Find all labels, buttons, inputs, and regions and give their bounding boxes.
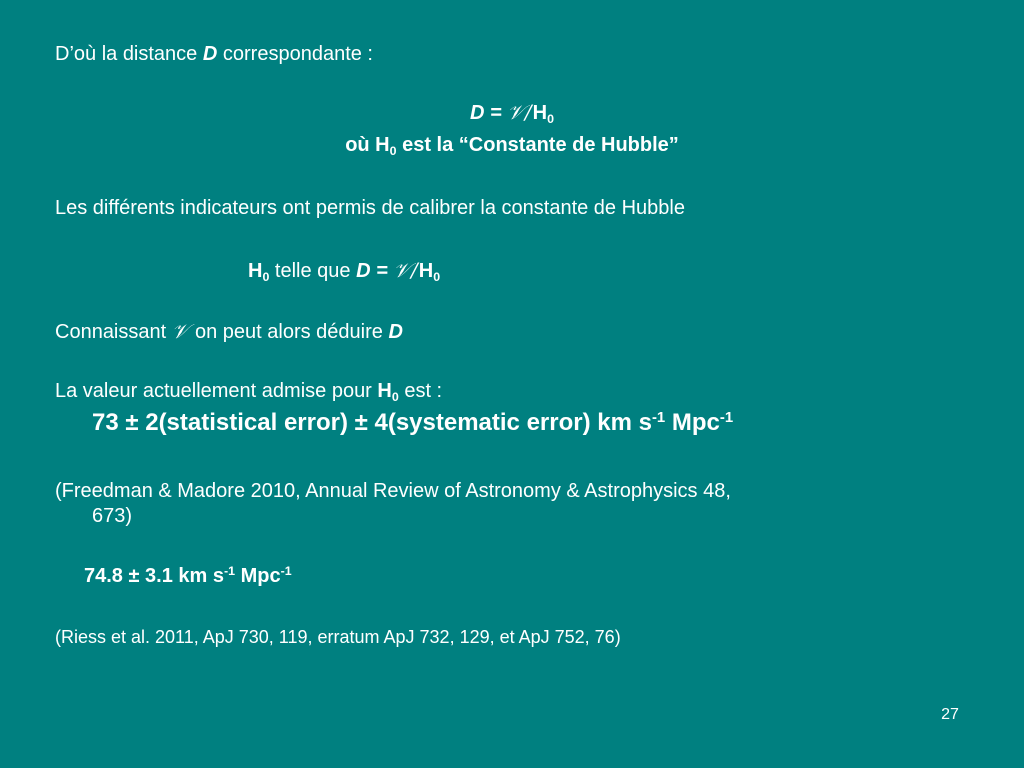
h0-middle: telle que xyxy=(269,260,357,282)
value2-c: Mpc xyxy=(235,565,281,587)
h0-equals: = xyxy=(370,260,394,282)
h0-lhs: D xyxy=(356,260,371,282)
note-prefix: où H xyxy=(345,134,390,156)
distance-variable: D xyxy=(202,43,218,65)
formula-slash: / xyxy=(524,100,533,124)
knowing-middle: on peut alors déduire xyxy=(189,321,389,343)
distance-intro-suffix: correspondante : xyxy=(217,43,373,65)
freedman-reference-line2: 673) xyxy=(92,505,133,527)
hubble-formula xyxy=(0,100,1024,125)
formula-h-subscript: 0 xyxy=(547,111,555,126)
calibration-sentence: Les différents indicateurs ont permis de calibrer la constante de Hubble xyxy=(55,197,685,219)
current-suffix: est : xyxy=(398,380,443,402)
value1-sup1: -1 xyxy=(651,409,666,426)
distance-intro-prefix: D’où la distance xyxy=(55,43,203,65)
knowing-line xyxy=(55,319,403,344)
note-suffix: est la “Constante de Hubble” xyxy=(396,134,679,156)
h0-h: H xyxy=(248,260,263,282)
h0-subscript2: 0 xyxy=(433,269,441,284)
freedman-value xyxy=(92,409,733,437)
current-prefix: La valeur actuellement admise pour xyxy=(55,380,378,402)
riess-reference: (Riess et al. 2011, ApJ 730, 119, erratum ApJ 732, 129, et ApJ 752, 76) xyxy=(55,627,621,647)
riess-value xyxy=(84,564,292,588)
value2-sup1: -1 xyxy=(223,564,236,579)
current-subscript: 0 xyxy=(391,389,399,404)
h0-definition-line xyxy=(248,258,440,283)
value1-d: Mpc xyxy=(665,409,720,436)
formula-lhs: D xyxy=(469,102,485,124)
value2-pm: ± xyxy=(128,565,140,587)
formula-h: H xyxy=(532,102,548,124)
knowing-velocity-symbol: 𝒱 xyxy=(171,319,190,343)
current-value-line xyxy=(55,379,442,403)
value1-sup2: -1 xyxy=(719,409,734,426)
h0-velocity-symbol: 𝒱 xyxy=(393,258,412,282)
value1-pm2: ± xyxy=(354,409,368,436)
value2-b: 3.1 km s xyxy=(139,565,224,587)
h0-slash: / xyxy=(411,258,419,282)
formula-equals: = xyxy=(484,102,508,124)
knowing-variable: D xyxy=(388,321,403,343)
value1-b: 2(statistical error) xyxy=(138,409,355,436)
page-number: 27 xyxy=(941,706,959,723)
hubble-constant-note xyxy=(0,133,1024,157)
h0-h2: H xyxy=(418,260,434,282)
value1-pm1: ± xyxy=(125,409,139,436)
value2-a: 74.8 xyxy=(84,565,129,587)
velocity-symbol: 𝒱 xyxy=(507,100,525,124)
h0-subscript: 0 xyxy=(262,269,270,284)
freedman-reference-line1: (Freedman & Madore 2010, Annual Review of Astronomy & Astrophysics 48, xyxy=(55,480,731,502)
knowing-prefix: Connaissant xyxy=(55,321,172,343)
note-subscript: 0 xyxy=(389,143,397,158)
value1-a: 73 xyxy=(92,409,126,436)
current-h: H xyxy=(377,380,392,402)
distance-intro-line xyxy=(55,42,373,66)
value1-c: 4(systematic error) km s xyxy=(367,409,652,436)
value2-sup2: -1 xyxy=(280,564,292,579)
